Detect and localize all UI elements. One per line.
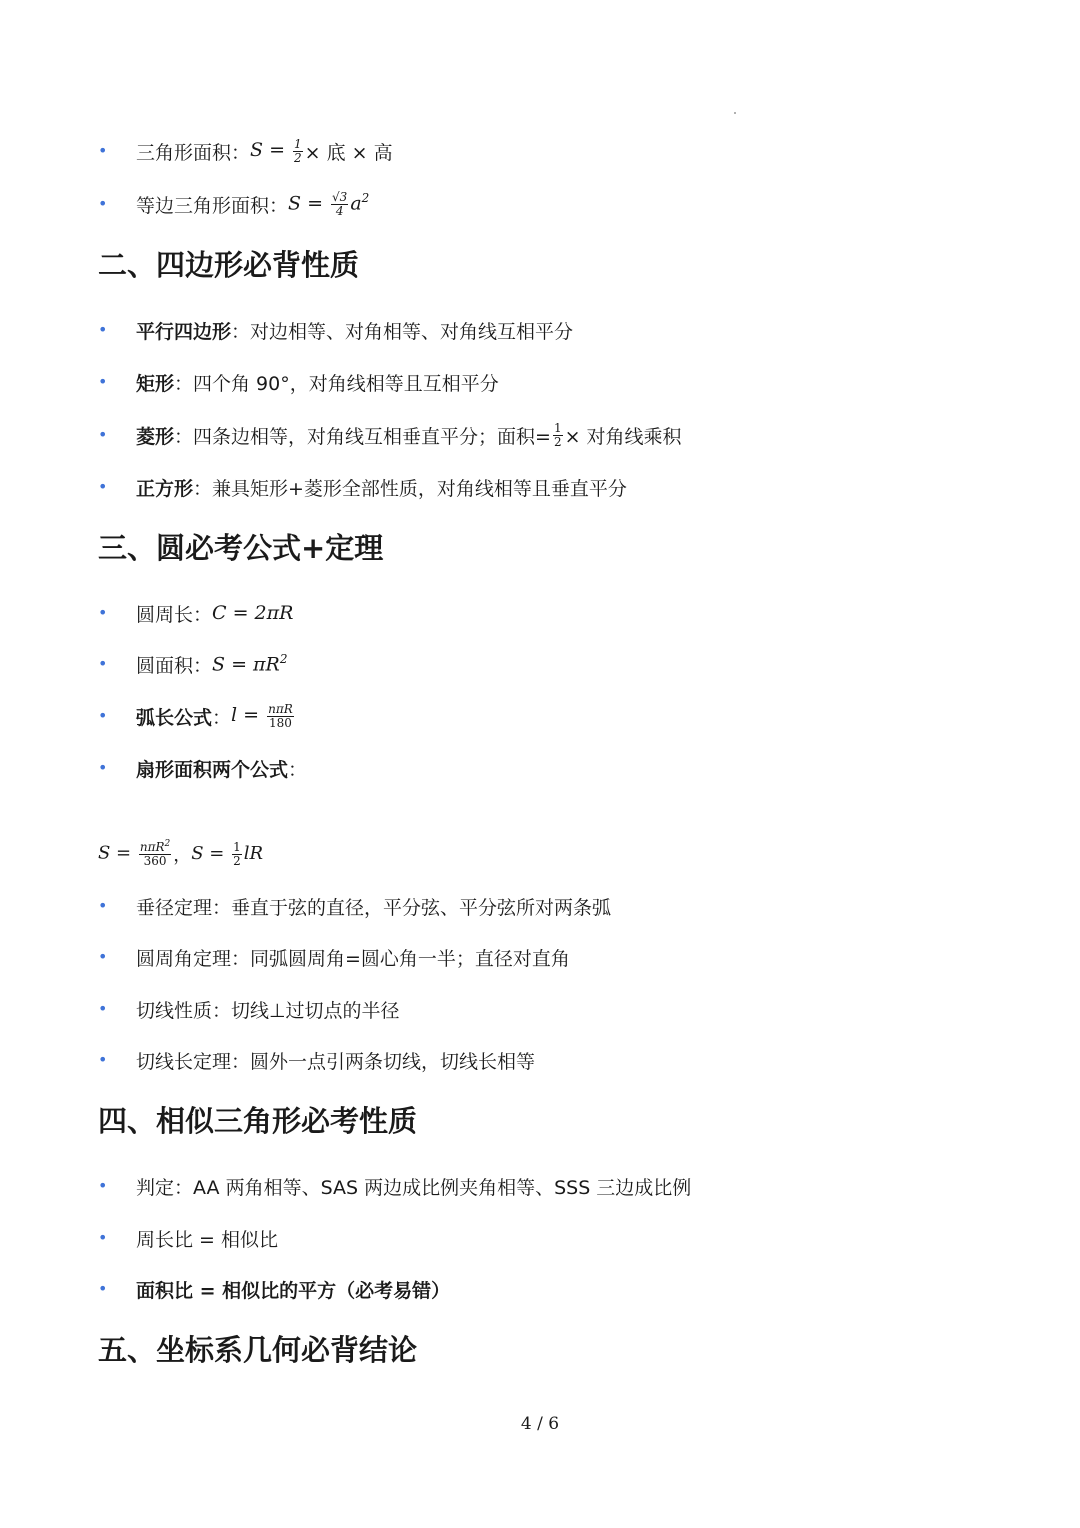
item-term: 扇形面积两个公式 — [136, 758, 289, 781]
bullet-icon: • — [98, 1176, 108, 1195]
list-item: • 弧长公式 ： l = $\frac{\text{nπR}}{180}$ — [98, 699, 296, 733]
section-heading: 三、圆必考公式+定理 — [98, 531, 384, 565]
list-item: • 扇形面积两个公式 ： — [98, 751, 307, 785]
math-formula: S = $\frac{1}{2}$ — [250, 136, 302, 165]
item-label: 三角形面积： — [136, 141, 251, 164]
bullet-icon: • — [98, 1050, 108, 1069]
item-text: 切线长定理：圆外一点引两条切线，切线长相等 — [136, 1050, 536, 1073]
bullet-icon: • — [98, 1228, 108, 1247]
list-item — [98, 1169, 691, 1203]
item-term: 矩形 — [136, 372, 175, 395]
section-heading: 五、坐标系几何必背结论 — [98, 1333, 418, 1367]
list-item — [98, 470, 627, 504]
item-label: 等边三角形面积： — [136, 194, 289, 217]
item-text: 周长比 = 相似比 — [136, 1228, 278, 1251]
list-item — [98, 365, 499, 399]
section-heading: 二、四边形必背性质 — [98, 248, 360, 282]
list-item — [98, 418, 682, 452]
item-term: 弧长公式 — [136, 706, 213, 729]
math-formula: $S = \pi R^2$ — [212, 652, 288, 676]
bullet-icon: • — [98, 1279, 108, 1298]
list-item — [98, 596, 293, 630]
list-item — [98, 1043, 535, 1077]
item-text: 垂径定理：垂直于弦的直径，平分弦、平分弦所对两条弧 — [136, 896, 612, 919]
bullet-icon: • — [98, 372, 108, 391]
list-item — [98, 992, 400, 1026]
item-text: × 对角线乘积 — [564, 425, 682, 448]
bullet-icon: • — [98, 477, 108, 496]
list-item — [98, 313, 573, 347]
bullet-icon: • — [98, 758, 108, 777]
math-formula: l = $\frac{\text{nπR}}{180}$ — [231, 701, 293, 730]
list-item — [98, 647, 287, 681]
item-text: 圆周角定理：同弧圆周角=圆心角一半；直径对直角 — [136, 947, 570, 970]
item-text: 判定：AA 两角相等、SAS 两边成比例夹角相等、SSS 三边成比例 — [136, 1176, 692, 1199]
list-item — [98, 940, 570, 974]
bullet-icon: • — [98, 706, 108, 725]
list-item — [98, 187, 369, 221]
bullet-icon: • — [98, 194, 108, 213]
bullet-icon: • — [98, 947, 108, 966]
bullet-icon: • — [98, 425, 108, 444]
bullet-icon: • — [98, 603, 108, 622]
math-formula: S = $\frac{√3}{4}$ $a^2$ — [288, 190, 370, 218]
list-item — [98, 1221, 278, 1255]
page-number: 4 / 6 — [520, 1414, 560, 1434]
bullet-icon: • — [98, 320, 108, 339]
item-term: 平行四边形 — [136, 320, 232, 343]
item-label: 圆面积： — [136, 654, 213, 677]
bullet-icon: • — [98, 896, 108, 915]
item-term: 正方形 — [136, 477, 194, 500]
item-text: 切线性质：切线⊥过切点的半径 — [136, 999, 400, 1022]
item-text: ：四条边相等，对角线互相垂直平分；面积= — [174, 425, 551, 448]
sector-formula: S = $\frac{n\pi R^2}{360}$ ， S = $\frac{1}{2}$ lR — [98, 839, 264, 868]
math-formula: C = 2πR — [212, 602, 294, 624]
stray-dot — [734, 112, 736, 114]
bullet-icon: • — [98, 141, 108, 160]
section-heading: 四、相似三角形必考性质 — [98, 1104, 418, 1138]
item-text: ：四个角 90°，对角线相等且互相平分 — [174, 372, 499, 395]
item-term: 菱形 — [136, 425, 175, 448]
item-label: 圆周长： — [136, 603, 213, 626]
list-item — [98, 134, 393, 168]
math-fraction: $\frac{1}{2}$ — [553, 420, 562, 449]
item-text: 面积比 = 相似比的平方（必考易错） — [136, 1279, 451, 1302]
list-item — [98, 889, 611, 923]
bullet-icon: • — [98, 999, 108, 1018]
math-tail: × 底 × 高 — [304, 141, 393, 164]
bullet-icon: • — [98, 654, 108, 673]
list-item — [98, 1272, 450, 1306]
item-text: ：兼具矩形+菱形全部性质，对角线相等且垂直平分 — [193, 477, 627, 500]
item-text: ：对边相等、对角相等、对角线互相平分 — [231, 320, 574, 343]
